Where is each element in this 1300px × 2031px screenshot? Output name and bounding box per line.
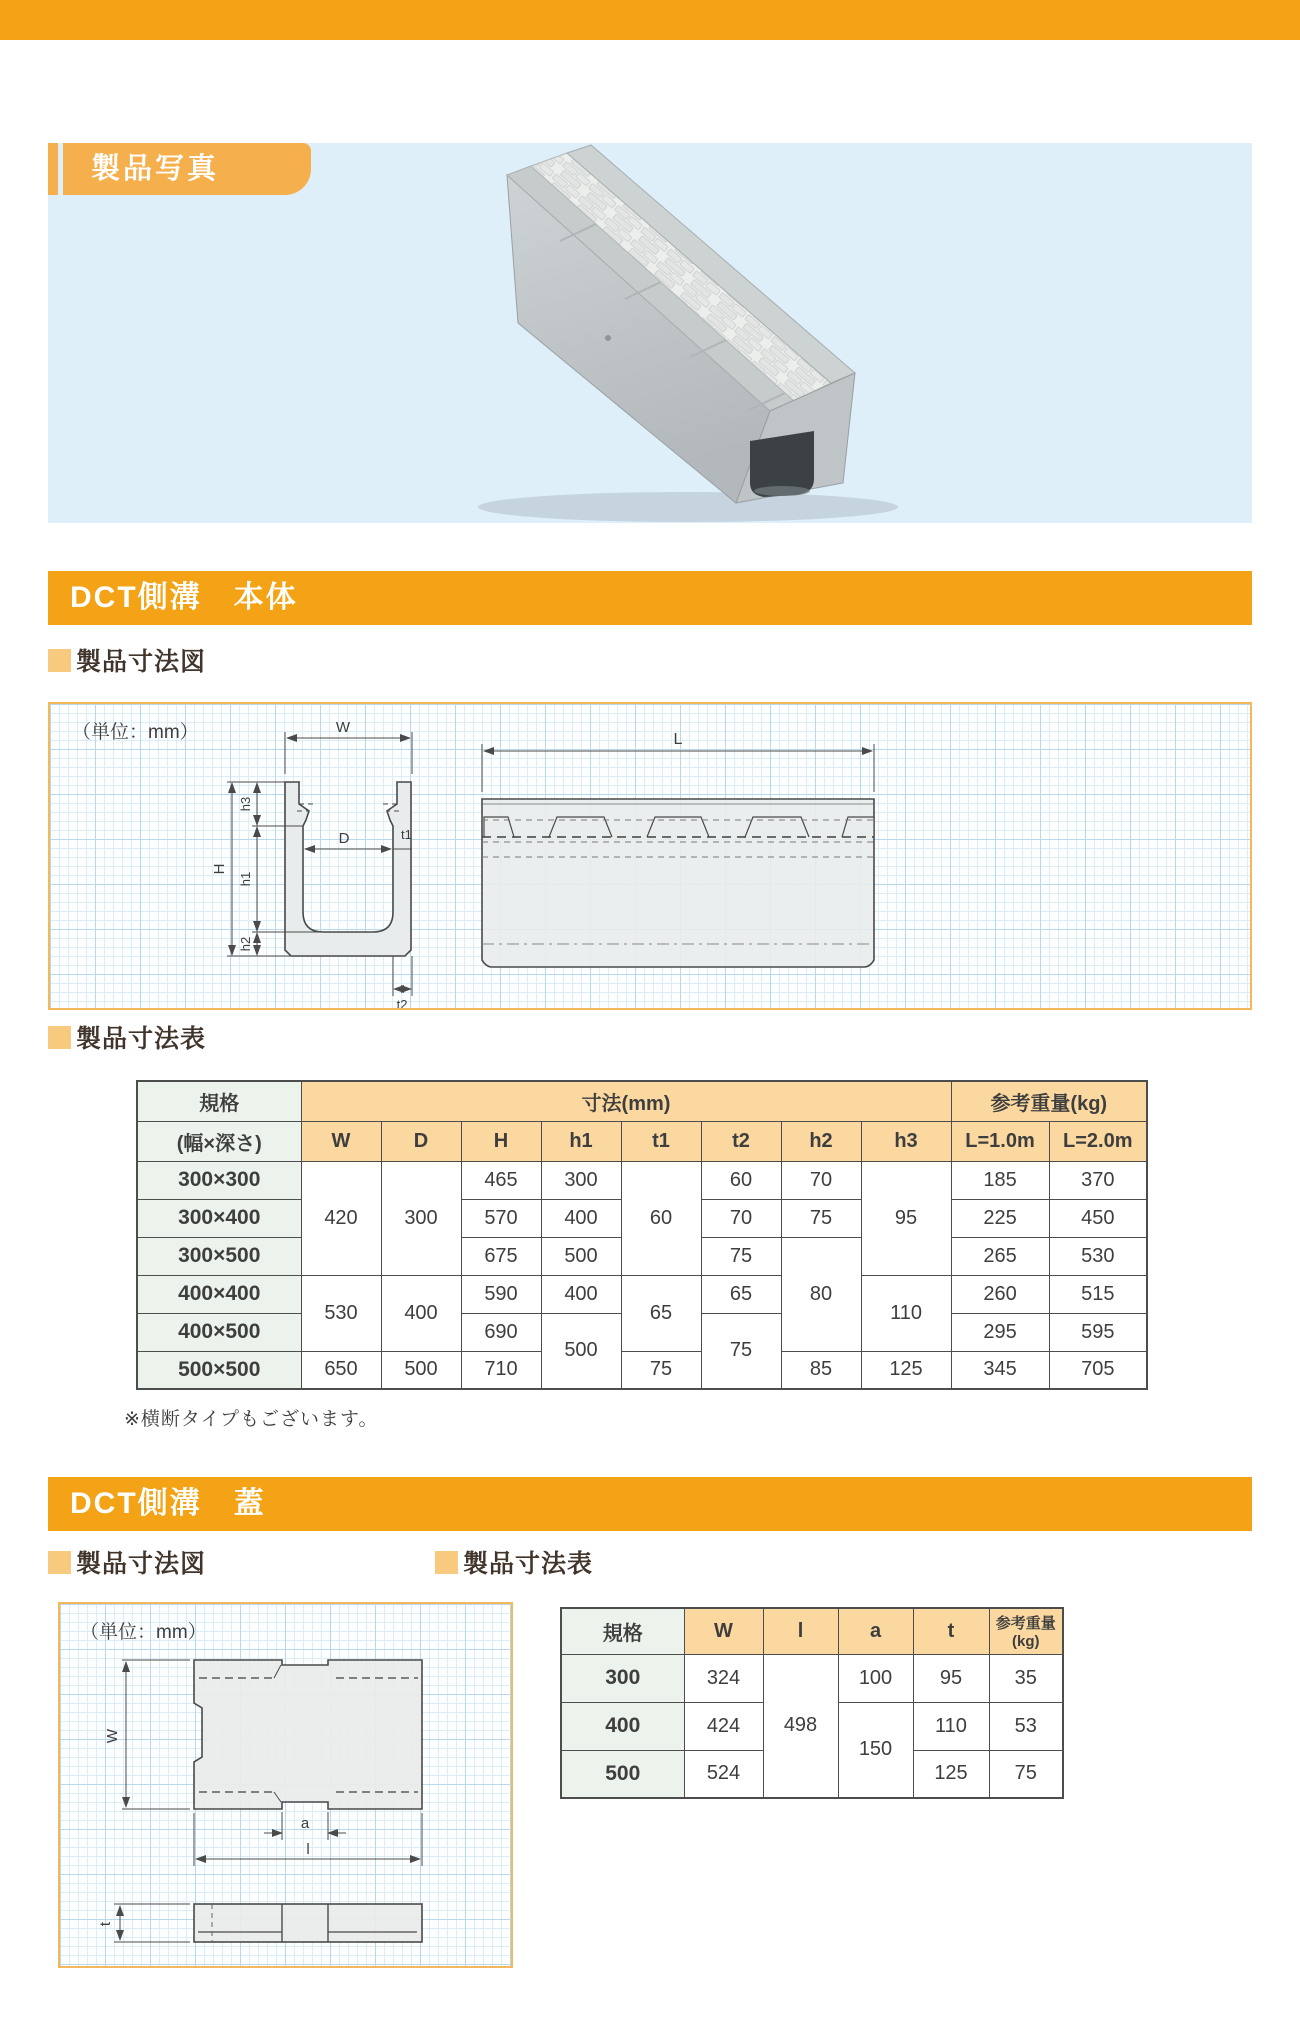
dim-label-a: a — [300, 1815, 310, 1832]
value-cell: 300 — [381, 1161, 461, 1275]
dim-label-t: t — [97, 1921, 114, 1927]
body-spec-table — [136, 1080, 1148, 1390]
dim-label-h1: h1 — [238, 871, 253, 887]
square-bullet-icon — [48, 649, 71, 672]
top-accent-bar — [0, 0, 1300, 40]
square-bullet-icon — [435, 1551, 458, 1574]
spec-cell: 300×500 — [137, 1237, 301, 1275]
table-row — [561, 1654, 1063, 1702]
header-cell: t2 — [701, 1121, 781, 1161]
value-cell: 260 — [951, 1275, 1049, 1313]
header-cell: h3 — [861, 1121, 951, 1161]
spec-cell: 300×400 — [137, 1199, 301, 1237]
table-row — [561, 1608, 1063, 1654]
label-block — [63, 143, 311, 195]
product-photo-area — [48, 143, 1252, 523]
value-cell: 500 — [541, 1237, 621, 1275]
square-bullet-icon — [48, 1026, 71, 1049]
header-cell: 規格 — [137, 1081, 301, 1121]
value-cell: 110 — [913, 1702, 989, 1750]
value-cell: 465 — [461, 1161, 541, 1199]
header-cell: 参考重量(kg) — [989, 1608, 1063, 1654]
dim-label-W: W — [335, 719, 351, 736]
dim-label-L: L — [673, 731, 683, 748]
value-cell: 95 — [913, 1654, 989, 1702]
dim-label-W: W — [104, 1728, 121, 1744]
header-cell: L=2.0m — [1049, 1121, 1147, 1161]
header-cell: h2 — [781, 1121, 861, 1161]
cross-section-drawing — [285, 782, 411, 956]
value-cell: 60 — [701, 1161, 781, 1199]
value-cell: 500 — [541, 1313, 621, 1389]
header-cell: 寸法(mm) — [301, 1081, 951, 1121]
value-cell: 400 — [541, 1199, 621, 1237]
spec-cell: 300 — [561, 1654, 684, 1702]
value-cell: 675 — [461, 1237, 541, 1275]
value-cell: 70 — [781, 1161, 861, 1199]
spec-cell: 400 — [561, 1702, 684, 1750]
value-cell: 500 — [381, 1351, 461, 1389]
table-row — [137, 1275, 1147, 1313]
value-cell: 75 — [781, 1199, 861, 1237]
value-cell: 300 — [541, 1161, 621, 1199]
section-title: DCT側溝 蓋 — [70, 1487, 266, 1520]
lid-side-view — [97, 1904, 422, 1942]
unit-note: （単位：mm） — [80, 1622, 207, 1643]
table-row — [137, 1121, 1147, 1161]
value-cell: 110 — [861, 1275, 951, 1351]
section-title: DCT側溝 本体 — [70, 581, 298, 614]
value-cell: 265 — [951, 1237, 1049, 1275]
subheading-lid-table: 製品寸法表 — [435, 1547, 593, 1577]
value-cell: 80 — [781, 1237, 861, 1351]
value-cell: 524 — [684, 1750, 763, 1798]
dim-label-D: D — [338, 830, 350, 847]
value-cell: 400 — [381, 1275, 461, 1351]
spec-cell: 300×300 — [137, 1161, 301, 1199]
value-cell: 498 — [763, 1654, 838, 1798]
product-photo-illustration — [48, 143, 1252, 523]
value-cell: 95 — [861, 1161, 951, 1275]
header-cell: h1 — [541, 1121, 621, 1161]
section-header-body — [48, 571, 1252, 625]
photo-label-text: 製品写真 — [91, 153, 220, 185]
dim-label-H: H — [211, 863, 228, 875]
unit-note: （単位：mm） — [72, 722, 199, 743]
header-cell: a — [838, 1608, 913, 1654]
dim-label-l: l — [306, 1841, 310, 1858]
spec-cell: 400×400 — [137, 1275, 301, 1313]
lid-dimension-drawing — [58, 1602, 513, 1968]
header-cell: D — [381, 1121, 461, 1161]
value-cell: 185 — [951, 1161, 1049, 1199]
value-cell: 75 — [989, 1750, 1063, 1798]
square-bullet-icon — [48, 1551, 71, 1574]
subheading-body-table: 製品寸法表 — [48, 1022, 206, 1052]
value-cell: 570 — [461, 1199, 541, 1237]
dim-label-t1: t1 — [401, 827, 412, 842]
side-view-drawing — [482, 731, 874, 967]
value-cell: 65 — [621, 1275, 701, 1351]
concrete-channel-product — [478, 145, 898, 522]
header-cell: W — [684, 1608, 763, 1654]
subheading-body-drawing: 製品寸法図 — [48, 645, 206, 675]
header-cell: l — [763, 1608, 838, 1654]
value-cell: 60 — [621, 1161, 701, 1275]
value-cell: 370 — [1049, 1161, 1147, 1199]
value-cell: 35 — [989, 1654, 1063, 1702]
value-cell: 710 — [461, 1351, 541, 1389]
header-cell: 参考重量(kg) — [951, 1081, 1147, 1121]
value-cell: 75 — [621, 1351, 701, 1389]
value-cell: 65 — [701, 1275, 781, 1313]
cross-type-note: ※横断タイプもございます。 — [124, 1409, 379, 1430]
subheading-lid-drawing: 製品寸法図 — [48, 1547, 206, 1577]
lid-plan-view — [194, 1660, 422, 1809]
body-drawing-svg — [50, 704, 1250, 1008]
value-cell: 53 — [989, 1702, 1063, 1750]
value-cell: 125 — [913, 1750, 989, 1798]
header-cell: W — [301, 1121, 381, 1161]
value-cell: 295 — [951, 1313, 1049, 1351]
value-cell: 420 — [301, 1161, 381, 1275]
section-header-lid — [48, 1477, 1252, 1531]
dim-label-h3: h3 — [238, 796, 253, 812]
lid-spec-table — [560, 1607, 1064, 1799]
value-cell: 450 — [1049, 1199, 1147, 1237]
value-cell: 70 — [701, 1199, 781, 1237]
value-cell: 400 — [541, 1275, 621, 1313]
header-cell: L=1.0m — [951, 1121, 1049, 1161]
value-cell: 590 — [461, 1275, 541, 1313]
value-cell: 690 — [461, 1313, 541, 1351]
header-cell: (幅×深さ) — [137, 1121, 301, 1161]
value-cell: 225 — [951, 1199, 1049, 1237]
spec-cell: 500×500 — [137, 1351, 301, 1389]
value-cell: 75 — [701, 1313, 781, 1389]
table-row — [137, 1161, 1147, 1199]
lid-drawing-svg — [60, 1604, 511, 1966]
value-cell: 705 — [1049, 1351, 1147, 1389]
dim-label-h2: h2 — [238, 936, 253, 952]
header-cell: 規格 — [561, 1608, 684, 1654]
value-cell: 424 — [684, 1702, 763, 1750]
cross-section-labels — [211, 719, 412, 1008]
spec-cell: 500 — [561, 1750, 684, 1798]
value-cell: 345 — [951, 1351, 1049, 1389]
body-dimension-drawing — [48, 702, 1252, 1010]
dim-label-t2: t2 — [396, 997, 408, 1008]
value-cell: 515 — [1049, 1275, 1147, 1313]
value-cell: 595 — [1049, 1313, 1147, 1351]
value-cell: 125 — [861, 1351, 951, 1389]
table-row — [137, 1081, 1147, 1121]
header-cell: t1 — [621, 1121, 701, 1161]
value-cell: 75 — [701, 1237, 781, 1275]
header-cell: H — [461, 1121, 541, 1161]
spec-cell: 400×500 — [137, 1313, 301, 1351]
table-row — [137, 1351, 1147, 1389]
value-cell: 530 — [1049, 1237, 1147, 1275]
value-cell: 650 — [301, 1351, 381, 1389]
value-cell: 324 — [684, 1654, 763, 1702]
value-cell: 100 — [838, 1654, 913, 1702]
label-accent-stripe — [48, 143, 58, 195]
header-cell: t — [913, 1608, 989, 1654]
value-cell: 530 — [301, 1275, 381, 1351]
value-cell: 150 — [838, 1702, 913, 1798]
value-cell: 85 — [781, 1351, 861, 1389]
